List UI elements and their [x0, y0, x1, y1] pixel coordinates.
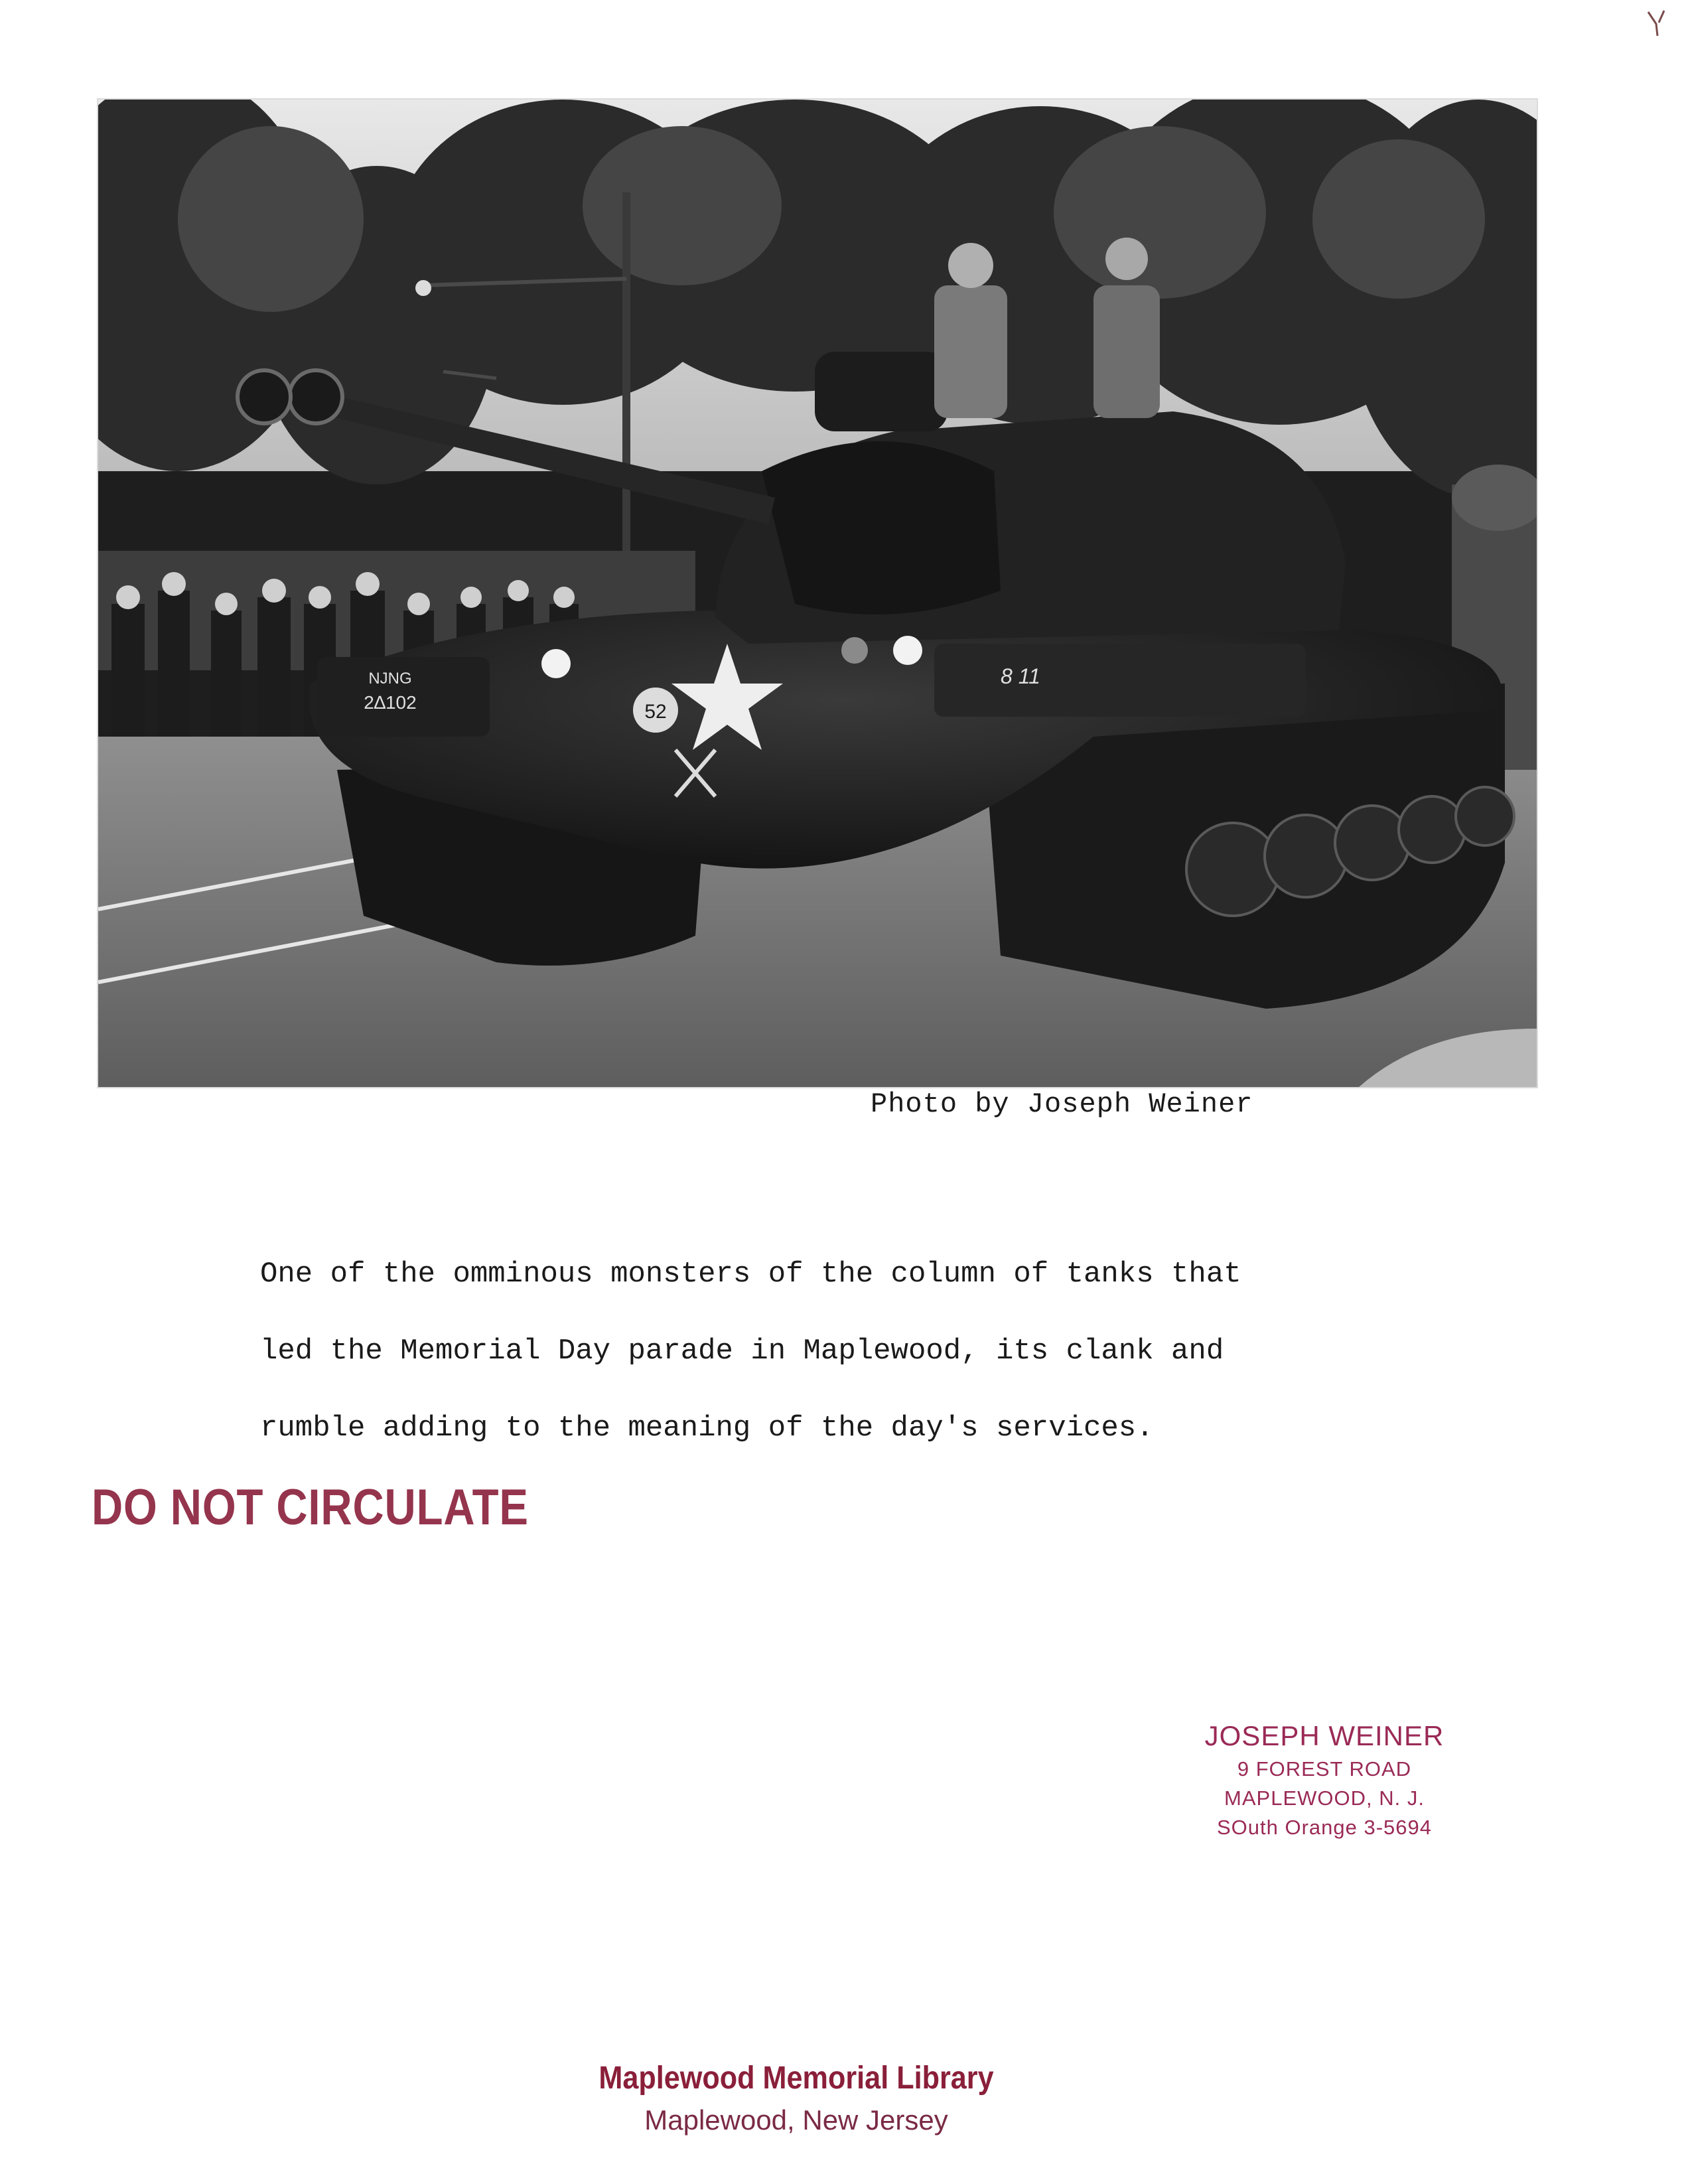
caption-line: rumble adding to the meaning of the day's services. — [260, 1412, 1154, 1445]
photographer-phone: SOuth Orange 3-5694 — [1216, 1816, 1433, 1839]
photographer-city: MAPLEWOOD, N. J. — [1224, 1786, 1425, 1810]
photo-credit: Photo by Joseph Weiner — [871, 1088, 1253, 1120]
corner-mark — [1644, 5, 1671, 45]
tank-photo-illustration — [98, 100, 1537, 1087]
caption-line: One of the omminous monsters of the column of tanks that — [260, 1258, 1241, 1291]
caption — [260, 1236, 1454, 1467]
right-fender-marking: 8 11 — [1001, 664, 1040, 688]
do-not-circulate-stamp: DO NOT CIRCULATE — [92, 1479, 529, 1536]
caption-line: led the Memorial Day parade in Maplewood, its clank and — [260, 1335, 1224, 1368]
library-place: Maplewood, New Jersey — [644, 2104, 948, 2136]
left-fender-marking: NJNG — [368, 670, 412, 688]
photographer-name: JOSEPH WEINER — [1204, 1720, 1444, 1751]
library-stamp — [544, 2057, 1048, 2141]
hull-number: 52 — [644, 701, 667, 723]
left-fender-code: 2∆102 — [364, 692, 417, 713]
photographer-address-stamp — [1185, 1717, 1464, 1842]
photographer-street: 9 FOREST ROAD — [1237, 1757, 1412, 1781]
tank-photograph — [98, 100, 1537, 1087]
library-name: Maplewood Memorial Library — [598, 2061, 994, 2096]
